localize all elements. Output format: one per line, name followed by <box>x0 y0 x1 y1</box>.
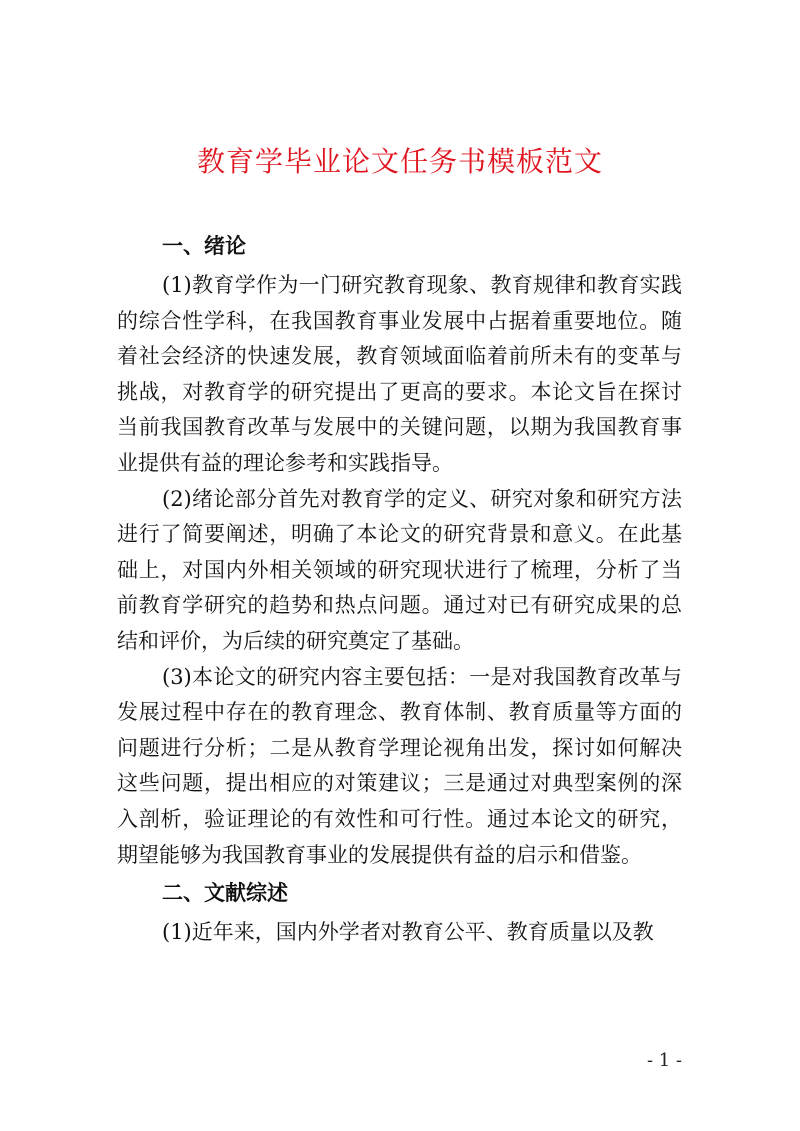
section-literature-review <box>117 877 682 951</box>
paragraph: (1)教育学作为一门研究教育现象、教育规律和教育实践的综合性学科，在我国教育事业发展中占据着重要地位。随着社会经济的快速发展，教育领域面临着前所未有的变革与挑战，对教育学的研究提出了更高的要求。本论文旨在探讨当前我国教育改革与发展中的关键问题，以期为我国教育事业提供有益的理论参考和实践指导。 <box>117 273 682 475</box>
document-body <box>117 230 682 951</box>
page-number: - 1 - <box>646 1050 682 1071</box>
section-heading: 一、绪论 <box>162 234 246 258</box>
paragraph: (1)近年来，国内外学者对教育公平、教育质量以及教 <box>162 920 654 945</box>
paragraph: (2)绪论部分首先对教育学的定义、研究对象和研究方法进行了简要阐述，明确了本论文的研究背景和意义。在此基础上，对国内外相关领域的研究现状进行了梳理，分析了当前教育学研究的趋势和热点问题。通过对已有研究成果的总结和评价，为后续的研究奠定了基础。 <box>117 486 682 653</box>
section-heading: 二、文献综述 <box>162 881 288 906</box>
section-introduction <box>117 230 682 873</box>
paragraph: (3)本论文的研究内容主要包括：一是对我国教育改革与发展过程中存在的教育理念、教育体制、教育质量等方面的问题进行分析；二是从教育学理论视角出发，探讨如何解决这些问题，提出相应的对策建议；三是通过对典型案例的深入剖析，验证理论的有效性和可行性。通过本论文的研究，期望能够为我国教育事业的发展提供有益的启示和借鉴。 <box>117 664 682 867</box>
document-title: 教育学毕业论文任务书模板范文 <box>196 145 603 178</box>
